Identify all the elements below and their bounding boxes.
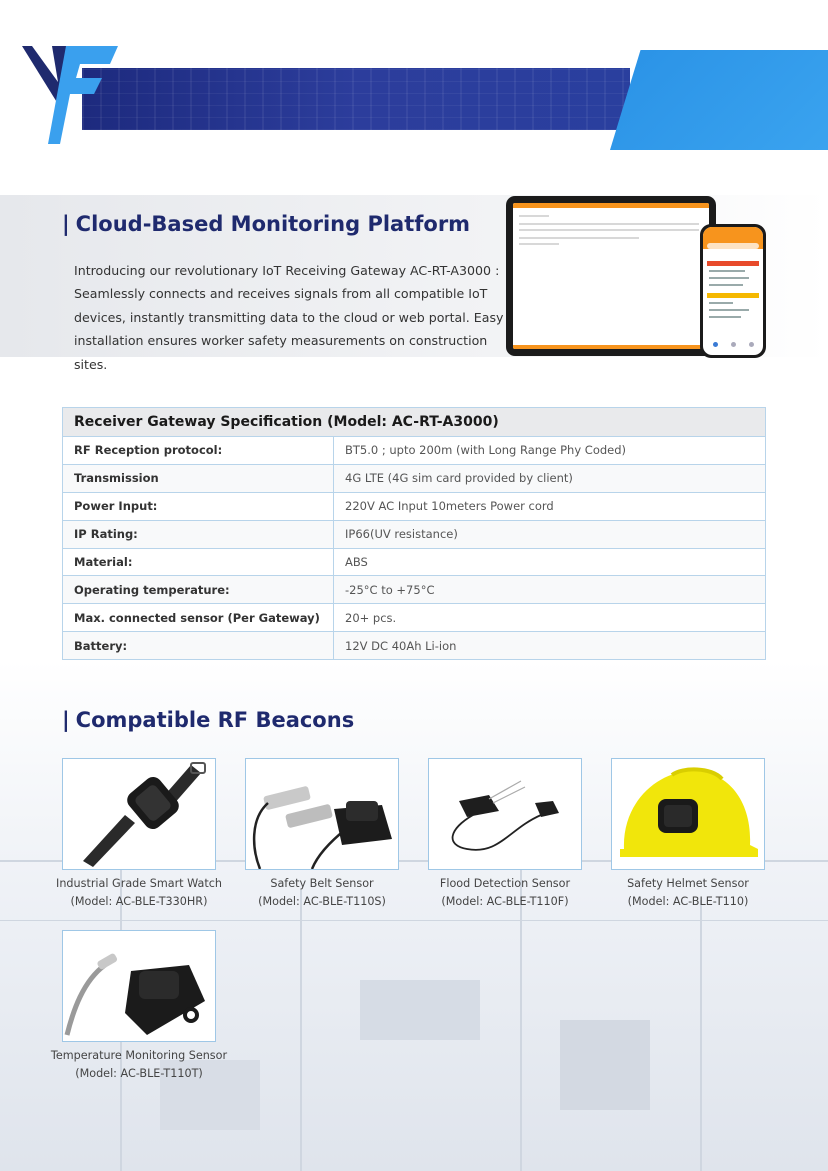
caption-temperature-sensor — [39, 1047, 239, 1083]
caption-safety-belt — [222, 875, 422, 911]
spec-value: 220V AC Input 10meters Power cord — [334, 492, 766, 520]
spec-label: Material: — [63, 548, 334, 576]
product-model: (Model: AC-BLE-T110F) — [441, 895, 569, 908]
product-name: Safety Helmet Sensor — [627, 877, 749, 890]
phone-mockup — [700, 224, 766, 358]
temperature-sensor-image — [63, 931, 215, 1041]
spec-value: 20+ pcs. — [334, 604, 766, 632]
spec-label: Battery: — [63, 632, 334, 660]
company-logo — [18, 42, 122, 146]
safety-belt-sensor-image — [246, 759, 398, 869]
spec-label: Power Input: — [63, 492, 334, 520]
beacons-title: Compatible RF Beacons — [75, 708, 355, 732]
product-name: Safety Belt Sensor — [270, 877, 374, 890]
spec-value: 12V DC 40Ah Li-ion — [334, 632, 766, 660]
table-row — [63, 604, 766, 632]
product-model: (Model: AC-BLE-T110) — [627, 895, 749, 908]
heading-bar: | — [62, 212, 70, 236]
spec-value: ABS — [334, 548, 766, 576]
table-row — [63, 632, 766, 660]
table-row — [63, 492, 766, 520]
table-row — [63, 464, 766, 492]
table-row — [63, 437, 766, 465]
product-model: (Model: AC-BLE-T110S) — [258, 895, 386, 908]
spec-label: IP Rating: — [63, 520, 334, 548]
caption-helmet-sensor — [588, 875, 788, 911]
spec-table-header: Receiver Gateway Specification (Model: AC-RT-A3000) — [63, 408, 766, 437]
spec-label: Transmission — [63, 464, 334, 492]
spec-value: IP66(UV resistance) — [334, 520, 766, 548]
header-banner — [82, 68, 630, 130]
beacons-heading — [62, 708, 354, 732]
phone-screen — [703, 227, 763, 355]
table-row — [63, 520, 766, 548]
header-accent — [610, 50, 828, 150]
product-card-temperature-sensor — [62, 930, 216, 1042]
spec-label: Operating temperature: — [63, 576, 334, 604]
spec-value: -25°C to +75°C — [334, 576, 766, 604]
spec-label: Max. connected sensor (Per Gateway) — [63, 604, 334, 632]
smart-watch-image — [63, 759, 215, 869]
caption-flood-sensor — [405, 875, 605, 911]
table-row — [63, 548, 766, 576]
product-name: Industrial Grade Smart Watch — [56, 877, 222, 890]
flood-sensor-image — [429, 759, 581, 869]
platform-description: Introducing our revolutionary IoT Receiving Gateway AC-RT-A3000 : Seamlessly connects and receives signals from all compatible IoT devices, instantly transmitting data to the cloud or web portal. Easy installation ensures worker safety measurements on construction sites. — [74, 262, 504, 372]
spec-label: RF Reception protocol: — [63, 437, 334, 465]
product-name: Temperature Monitoring Sensor — [50, 1049, 228, 1062]
product-card-smart-watch — [62, 758, 216, 870]
platform-heading — [62, 212, 470, 236]
table-row — [63, 576, 766, 604]
product-name: Flood Detection Sensor — [439, 877, 571, 890]
spec-table — [62, 407, 766, 660]
circuit-background — [0, 660, 828, 1171]
product-card-safety-belt — [245, 758, 399, 870]
tablet-screen — [513, 203, 709, 349]
caption-smart-watch — [39, 875, 239, 911]
helmet-sensor-image — [612, 759, 764, 869]
product-model: (Model: AC-BLE-T110T) — [75, 1067, 203, 1080]
spec-value: 4G LTE (4G sim card provided by client) — [334, 464, 766, 492]
product-card-flood-sensor — [428, 758, 582, 870]
tablet-mockup — [506, 196, 716, 356]
platform-title: Cloud-Based Monitoring Platform — [75, 212, 471, 236]
product-model: (Model: AC-BLE-T330HR) — [70, 895, 208, 908]
product-card-helmet-sensor — [611, 758, 765, 870]
spec-value: BT5.0 ; upto 200m (with Long Range Phy Coded) — [334, 437, 766, 465]
heading-bar: | — [62, 708, 70, 732]
